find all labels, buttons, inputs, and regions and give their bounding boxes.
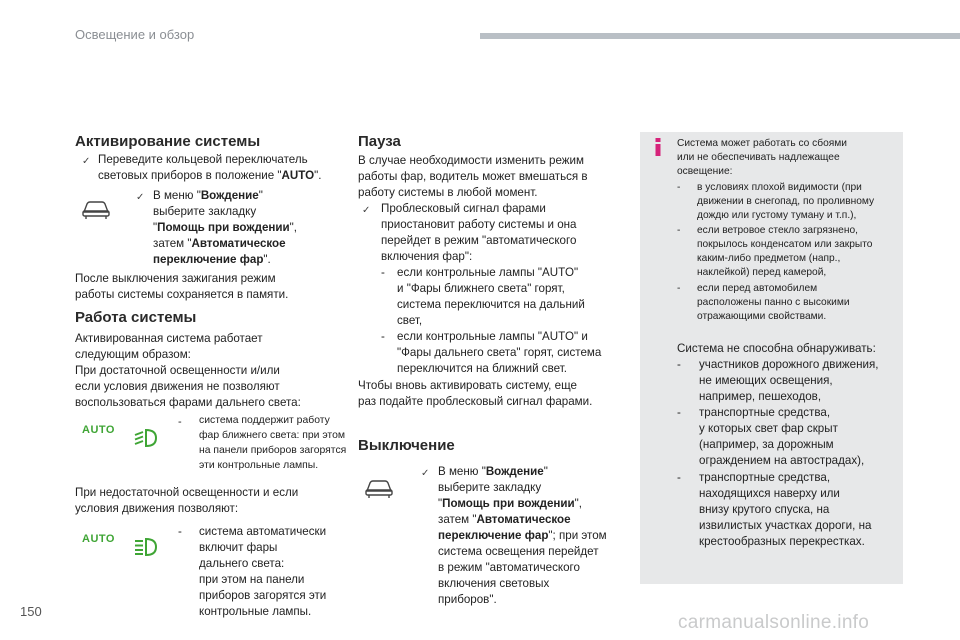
- menu2-line1: В меню "Вождение": [438, 465, 548, 478]
- note-item2-3: каким-либо предметом (напр.,: [697, 253, 841, 264]
- menu2-line8: включения световых: [438, 577, 550, 590]
- flash-line1: Проблесковый сигнал фарами: [381, 202, 546, 215]
- work-line4: если условия движения не позволяют: [75, 380, 280, 393]
- case2-line1: система автоматически: [199, 525, 327, 538]
- menu2-line2: выберите закладку: [438, 481, 542, 494]
- page-number: 150: [20, 604, 42, 619]
- step1-line1: Переведите кольцевой переключатель: [98, 153, 308, 166]
- menu2-line7: в режим "автоматического: [438, 561, 580, 574]
- note-c2-4: ограждением на автострадах),: [699, 454, 865, 467]
- work-line1: Активированная система работает: [75, 332, 263, 345]
- menu1-line4: затем "Автоматическое: [153, 237, 286, 250]
- sub1-line2: и "Фары ближнего света" горят,: [397, 282, 565, 295]
- memory-line2: работы системы сохраняется в памяти.: [75, 288, 289, 301]
- menu1-line3: "Помощь при вождении",: [153, 221, 297, 234]
- dash-icon: -: [677, 283, 681, 294]
- sub2-line2: "Фары дальнего света" горят, система: [397, 346, 602, 359]
- menu1-line1: В меню "Вождение": [153, 189, 263, 202]
- note-item3-3: отражающими свойствами.: [697, 311, 827, 322]
- note-item3-2: расположены панно с высокими: [697, 297, 850, 308]
- watermark: carmanualsonline.info: [678, 612, 870, 633]
- note-c3-2: находящихся наверху или: [699, 487, 840, 500]
- reactivate-line2: раз подайте проблесковый сигнал фарами.: [358, 395, 593, 408]
- note-item3-1: если перед автомобилем: [697, 283, 818, 294]
- section-heading-deactivation: Выключение: [358, 437, 455, 454]
- note-c3-1: транспортные средства,: [699, 471, 831, 484]
- info-icon: [651, 138, 665, 156]
- sub1-line4: свет,: [397, 314, 423, 327]
- auto-lamp-icon: AUTO: [82, 424, 115, 436]
- menu2-line9: приборов".: [438, 593, 497, 606]
- sub2-line1: если контрольные лампы "AUTO" и: [397, 330, 588, 343]
- case2-line4: при этом на панели: [199, 573, 305, 586]
- dash-icon: -: [381, 330, 385, 343]
- case2-line2: включит фары: [199, 541, 278, 554]
- header-bar: [480, 33, 960, 39]
- dash-icon: -: [677, 182, 681, 193]
- sub1-line1: если контрольные лампы "AUTO": [397, 266, 579, 279]
- chapter-title: Освещение и обзор: [75, 27, 195, 42]
- bullet-icon: ✓: [421, 468, 430, 479]
- note-c3-5: крестообразных перекрестках.: [699, 535, 865, 548]
- dash-icon: -: [178, 416, 182, 428]
- section-heading-activation: Активирование системы: [75, 133, 261, 150]
- menu2-line5: переключение фар"; при этом: [438, 529, 607, 542]
- high-beam-lamp-icon: [132, 536, 160, 558]
- case1-line3: на панели приборов загорятся: [199, 445, 347, 456]
- note-c1-3: например, пешеходов,: [699, 390, 822, 403]
- note-item2-1: если ветровое стекло загрязнено,: [697, 225, 858, 236]
- note-c3-3: внизу крутого спуска, на: [699, 503, 830, 516]
- pause-line1: В случае необходимости изменить режим: [358, 154, 584, 167]
- dash-icon: -: [677, 406, 681, 419]
- bullet-icon: ✓: [82, 156, 91, 167]
- menu2-line3: "Помощь при вождении",: [438, 497, 582, 510]
- note-c2-2: у которых свет фар скрыт: [699, 422, 838, 435]
- work-line3: При достаточной освещенности и/или: [75, 364, 280, 377]
- case1-line4: эти контрольные лампы.: [199, 460, 319, 471]
- menu2-line4: затем "Автоматическое: [438, 513, 571, 526]
- bullet-icon: ✓: [362, 205, 371, 216]
- work-line2: следующим образом:: [75, 348, 191, 361]
- bullet-icon: ✓: [136, 192, 145, 203]
- dash-icon: -: [178, 525, 182, 538]
- insufficient-line1: При недостаточной освещенности и если: [75, 486, 299, 499]
- note-intro-3: освещение:: [677, 166, 733, 177]
- sub1-line3: система переключится на дальний: [397, 298, 585, 311]
- menu2-line6: система освещения перейдет: [438, 545, 599, 558]
- note-c2-3: (например, за дорожным: [699, 438, 834, 451]
- menu1-line5: переключение фар".: [153, 253, 271, 266]
- car-screen-icon: [80, 198, 112, 225]
- memory-line1: После выключения зажигания режим: [75, 272, 276, 285]
- note-c1-2: не имеющих освещения,: [699, 374, 833, 387]
- note-c1-1: участников дорожного движения,: [699, 358, 879, 371]
- insufficient-line2: условия движения позволяют:: [75, 502, 239, 515]
- flash-line2: приостановит работу системы и она: [381, 218, 577, 231]
- case1-line2: фар ближнего света: при этом: [199, 430, 346, 441]
- note-item1-2: движении в снегопад, по проливному: [697, 196, 875, 207]
- note-c2-1: транспортные средства,: [699, 406, 831, 419]
- dash-icon: -: [677, 471, 681, 484]
- note-intro-1: Система может работать со сбоями: [677, 138, 847, 149]
- note-item1-1: в условиях плохой видимости (при: [697, 182, 862, 193]
- pause-line3: работу системы в любой момент.: [358, 186, 538, 199]
- low-beam-lamp-icon: [132, 427, 160, 449]
- flash-line3: перейдет в режим "автоматического: [381, 234, 577, 247]
- section-heading-operation: Работа системы: [75, 309, 197, 326]
- case1-line1: системa поддержит работу: [199, 415, 330, 426]
- step1-line2: световых приборов в положение "AUTO".: [98, 169, 322, 182]
- menu1-line2: выберите закладку: [153, 205, 257, 218]
- case2-line5: приборов загорятся эти: [199, 589, 327, 602]
- auto-lamp-icon: AUTO: [82, 533, 115, 545]
- note-item1-3: дождю или густому туману и т.п.),: [697, 210, 857, 221]
- note-cannot-detect: Система не способна обнаруживать:: [677, 342, 876, 355]
- reactivate-line1: Чтобы вновь активировать систему, еще: [358, 379, 577, 392]
- note-c3-4: извилистых участках дороги, на: [699, 519, 872, 532]
- dash-icon: -: [677, 358, 681, 371]
- work-line5: воспользоваться фарами дальнего света:: [75, 396, 301, 409]
- dash-icon: -: [381, 266, 385, 279]
- section-heading-pause: Пауза: [358, 133, 401, 150]
- dash-icon: -: [677, 225, 681, 236]
- flash-line4: включения фар":: [381, 250, 473, 263]
- pause-line2: работы фар, водитель может вмешаться в: [358, 170, 588, 183]
- note-intro-2: или не обеспечивать надлежащее: [677, 152, 840, 163]
- case2-line3: дальнего света:: [199, 557, 285, 570]
- note-item2-2: покрылось конденсатом или закрыто: [697, 239, 873, 250]
- sub2-line3: переключится на ближний свет.: [397, 362, 567, 375]
- note-item2-4: наклейкой) перед камерой,: [697, 267, 827, 278]
- car-screen-icon: [363, 477, 395, 504]
- case2-line6: контрольные лампы.: [199, 605, 312, 618]
